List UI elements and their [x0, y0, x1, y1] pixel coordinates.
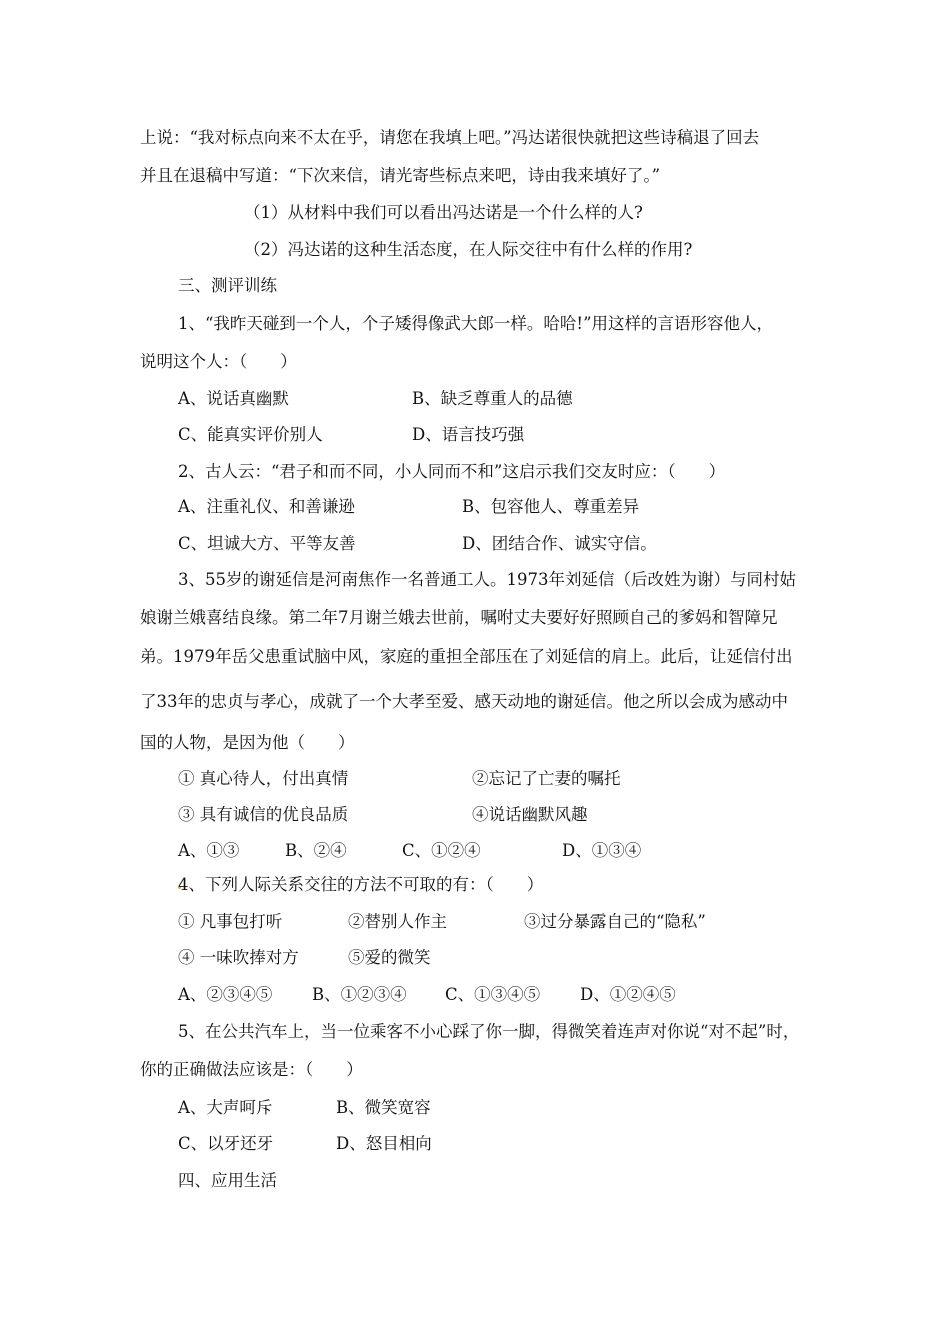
q5-option-a: A、大声呵斥: [178, 1098, 273, 1117]
intro-line-1: 上说：“我对标点向来不太在乎，请您在我填上吧。”冯达诺很快就把这些诗稿退了回去: [140, 128, 760, 147]
q4-option-a: A、②③④⑤: [178, 985, 273, 1004]
q5-option-c: C、以牙还牙: [178, 1134, 274, 1153]
q4-statement-5: ⑤爱的微笑: [348, 948, 431, 967]
q4-line-1: 4、下列人际关系交往的方法不可取的有：（ ）: [178, 875, 544, 894]
q3-statement-3: ③ 具有诚信的优良品质: [178, 805, 349, 824]
q4-statement-3: ③过分暴露自己的“隐私”: [524, 912, 706, 931]
q2-option-a: A、注重礼仪、和善谦逊: [178, 497, 355, 516]
q3-statement-1: ① 真心待人，付出真情: [178, 769, 349, 788]
q4-statement-1: ① 凡事包打听: [178, 912, 283, 931]
intro-line-2: 并且在退稿中写道：“下次来信，请光寄些标点来吧，诗由我来填好了。”: [140, 166, 661, 185]
question-2: （2）冯达诺的这种生活态度，在人际交往中有什么样的作用?: [244, 240, 693, 259]
q1-line-1: 1、“我昨天碰到一个人，个子矮得像武大郎一样。哈哈!”用这样的言语形容他人，: [178, 314, 773, 333]
q3-statement-4: ④说话幽默风趣: [472, 805, 588, 824]
q3-line-2: 娘谢兰娥喜结良缘。第二年7月谢兰娥去世前，嘱咐丈夫要好好照顾自己的爹妈和智障兄: [140, 608, 778, 627]
q5-line-1: 5、在公共汽车上，当一位乘客不小心踩了你一脚，得微笑着连声对你说“对不起”时，: [178, 1022, 800, 1041]
q4-option-b: B、①②③④: [312, 985, 407, 1004]
q2-line-1: 2、古人云：“君子和而不同，小人同而不和”这启示我们交友时应：（ ）: [178, 462, 726, 481]
q3-line-4: 了33年的忠贞与孝心，成就了一个大孝至爱、感天动地的谢延信。他之所以会成为感动中: [140, 692, 788, 711]
q1-line-2: 说明这个人：（ ）: [140, 352, 297, 371]
q5-option-b: B、微笑宽容: [336, 1098, 431, 1117]
q3-line-1: 3、55岁的谢延信是河南焦作一名普通工人。1973年刘延信（后改姓为谢）与同村姑: [178, 570, 796, 589]
q3-option-a: A、①③: [178, 841, 240, 860]
q4-option-c: C、①③④⑤: [445, 985, 541, 1004]
q1-option-c: C、能真实评价别人: [178, 425, 323, 444]
q1-option-b: B、缺乏尊重人的品德: [412, 389, 573, 408]
question-1: （1）从材料中我们可以看出冯达诺是一个什么样的人?: [244, 203, 643, 222]
q5-line-2: 你的正确做法应该是：（ ）: [140, 1060, 363, 1079]
section-heading-3: 三、测评训练: [178, 276, 277, 295]
q5-option-d: D、怒目相向: [336, 1134, 432, 1153]
section-heading-4: 四、应用生活: [178, 1171, 277, 1190]
q2-option-c: C、坦诚大方、平等友善: [178, 534, 356, 553]
q1-option-a: A、说话真幽默: [178, 389, 289, 408]
q4-statement-2: ②替别人作主: [348, 912, 447, 931]
q2-option-d: D、团结合作、诚实守信。: [462, 534, 657, 553]
q3-option-d: D、①③④: [562, 841, 642, 860]
q3-option-b: B、②④: [285, 841, 347, 860]
q3-line-3: 弟。1979年岳父患重试脑中风，家庭的重担全部压在了刘延信的肩上。此后，让延信付出: [140, 647, 793, 666]
q3-statement-2: ②忘记了亡妻的嘱托: [472, 769, 621, 788]
q4-statement-4: ④ 一味吹捧对方: [178, 948, 299, 967]
q3-line-5: 国的人物，是因为他（ ）: [140, 733, 355, 752]
q1-option-d: D、语言技巧强: [412, 425, 525, 444]
q4-option-d: D、①②④⑤: [580, 985, 676, 1004]
q2-option-b: B、包容他人、尊重差异: [462, 497, 640, 516]
q3-option-c: C、①②④: [402, 841, 481, 860]
